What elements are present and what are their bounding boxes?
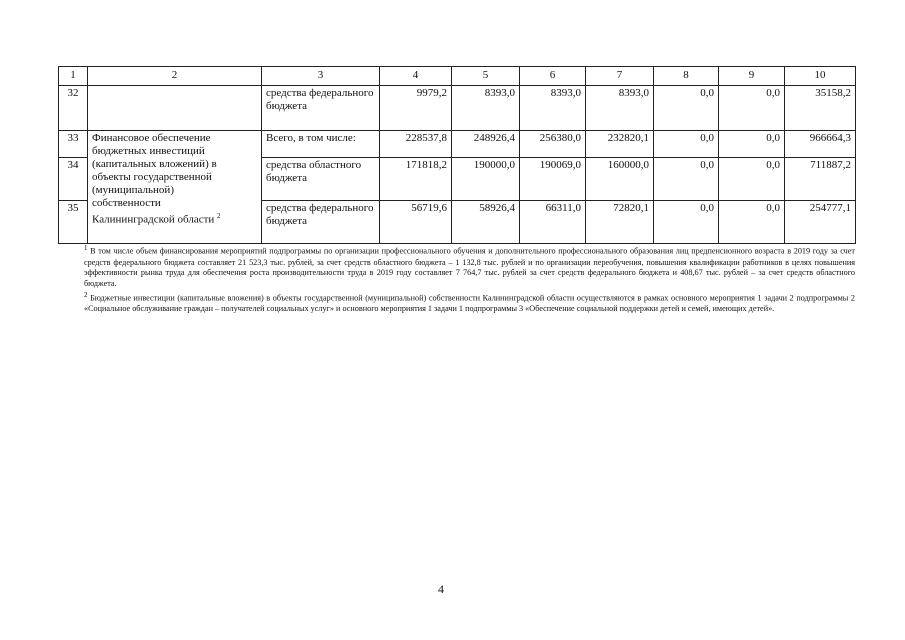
funding-source: Всего, в том числе: bbox=[262, 131, 380, 158]
row-number: 34 bbox=[59, 158, 88, 201]
measure-name-line: собственности bbox=[92, 197, 161, 209]
measure-name-line: Финансовое обеспечение bbox=[92, 132, 211, 144]
value-cell: 9979,2 bbox=[380, 86, 452, 131]
footnote-1-text: В том числе объем финансирования мероприятий подпрограммы по организации профессионального обучения и дополнительного профессионального образования лиц предпенсионного возраста в 2019 году за счет средств федерального бюджета составляет 21 523,3 тыс. рублей, за счет средств областного бюджета – 1 132,8 тыс. рублей и по организации переобучения, повышения квалификации работников в целях повышения эффективности рынка труда для обеспечения роста производительности труда в 2019 году составляет 7 764,7 тыс. рублей за счет средств федерального бюджета и 408,67 тыс. рублей – за счет средств областного бюджета. bbox=[84, 246, 855, 289]
col-header-8: 8 bbox=[654, 67, 719, 86]
value-cell: 58926,4 bbox=[452, 201, 520, 244]
column-number-row bbox=[59, 67, 856, 86]
value-cell: 0,0 bbox=[719, 86, 785, 131]
value-cell: 254777,1 bbox=[785, 201, 856, 244]
measure-name-line: (муниципальной) bbox=[92, 184, 174, 196]
value-cell: 0,0 bbox=[654, 86, 719, 131]
value-cell: 56719,6 bbox=[380, 201, 452, 244]
table-row bbox=[59, 131, 856, 158]
col-header-9: 9 bbox=[719, 67, 785, 86]
col-header-1: 1 bbox=[59, 67, 88, 86]
col-header-3: 3 bbox=[262, 67, 380, 86]
value-cell: 8393,0 bbox=[520, 86, 586, 131]
value-cell: 190069,0 bbox=[520, 158, 586, 201]
value-cell: 228537,8 bbox=[380, 131, 452, 158]
value-cell: 0,0 bbox=[654, 201, 719, 244]
value-cell: 248926,4 bbox=[452, 131, 520, 158]
funding-source: средства федерального бюджета bbox=[262, 201, 380, 244]
row-name-empty bbox=[88, 86, 262, 131]
value-cell: 8393,0 bbox=[586, 86, 654, 131]
measure-name-line: объекты государственной bbox=[92, 171, 212, 183]
col-header-6: 6 bbox=[520, 67, 586, 86]
value-cell: 35158,2 bbox=[785, 86, 856, 131]
col-header-10: 10 bbox=[785, 67, 856, 86]
table-row bbox=[59, 86, 856, 131]
value-cell: 232820,1 bbox=[586, 131, 654, 158]
measure-name-line: Калининградской области bbox=[92, 213, 215, 226]
value-cell: 190000,0 bbox=[452, 158, 520, 201]
footnote-mark-1: 1 bbox=[84, 244, 88, 252]
row-number: 33 bbox=[59, 131, 88, 158]
col-header-7: 7 bbox=[586, 67, 654, 86]
col-header-5: 5 bbox=[452, 67, 520, 86]
value-cell: 711887,2 bbox=[785, 158, 856, 201]
value-cell: 0,0 bbox=[719, 201, 785, 244]
value-cell: 966664,3 bbox=[785, 131, 856, 158]
value-cell: 66311,0 bbox=[520, 201, 586, 244]
measure-name-line: (капитальных вложений) в bbox=[92, 158, 217, 170]
col-header-4: 4 bbox=[380, 67, 452, 86]
value-cell: 0,0 bbox=[719, 131, 785, 158]
value-cell: 8393,0 bbox=[452, 86, 520, 131]
page-number: 4 bbox=[438, 582, 444, 596]
footnote-2-text: Бюджетные инвестиции (капитальные вложения) в объекты государственной (муниципальной) собственности Калининградской области осуществляются в рамках основного мероприятия 1 задачи 2 подпрограммы 2 «Социальное обслуживание граждан – получателей социальных услуг» и основного мероприятия 1 задачи 1 подпрограммы 3 «Обеспечение социальной поддержки детей и семей, имеющих детей». bbox=[84, 293, 855, 314]
footnote-2 bbox=[58, 290, 855, 315]
footnote-1 bbox=[58, 243, 855, 290]
value-cell: 72820,1 bbox=[586, 201, 654, 244]
measure-name-last-line bbox=[92, 210, 257, 227]
measure-name-line: бюджетных инвестиций bbox=[92, 145, 205, 157]
funding-source: средства областного бюджета bbox=[262, 158, 380, 201]
value-cell: 256380,0 bbox=[520, 131, 586, 158]
value-cell: 171818,2 bbox=[380, 158, 452, 201]
value-cell: 0,0 bbox=[654, 131, 719, 158]
funding-source: средства федерального бюджета bbox=[262, 86, 380, 131]
value-cell: 0,0 bbox=[719, 158, 785, 201]
row-number: 35 bbox=[59, 201, 88, 244]
col-header-2: 2 bbox=[88, 67, 262, 86]
measure-name-cell bbox=[88, 131, 262, 244]
footnotes bbox=[58, 243, 855, 315]
financing-table bbox=[58, 66, 856, 244]
value-cell: 160000,0 bbox=[586, 158, 654, 201]
footnote-mark-2: 2 bbox=[84, 290, 88, 299]
row-number: 32 bbox=[59, 86, 88, 131]
footnote-ref-2: 2 bbox=[217, 212, 221, 220]
value-cell: 0,0 bbox=[654, 158, 719, 201]
